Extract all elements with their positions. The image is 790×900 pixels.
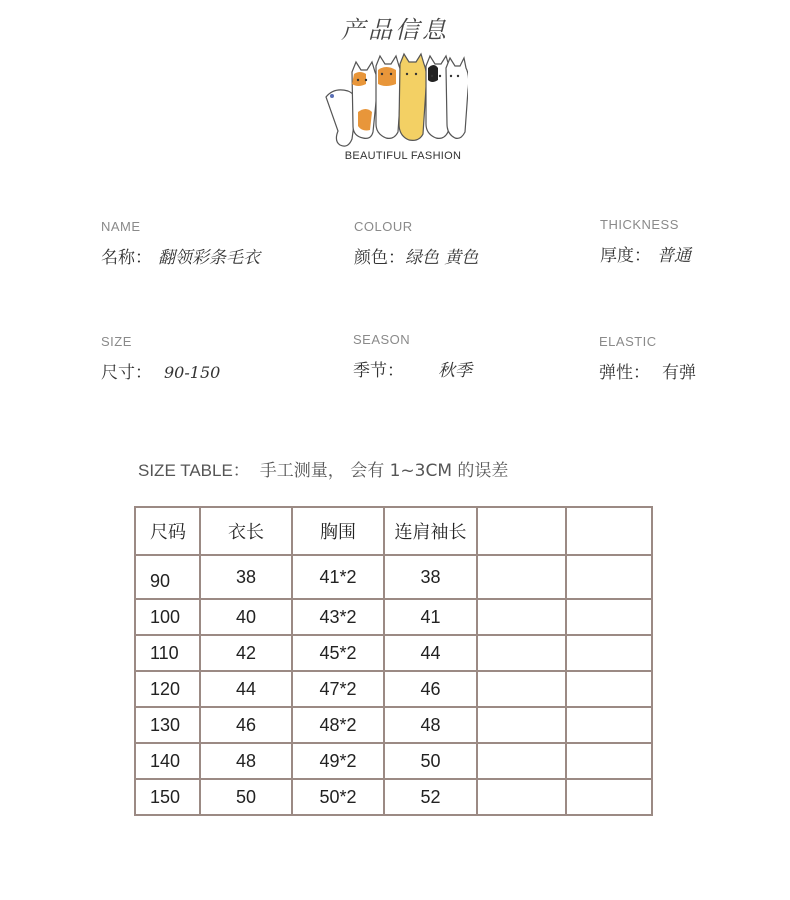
table-cell: [566, 779, 652, 815]
table-cell: [477, 779, 566, 815]
table-cell: 40: [200, 599, 292, 635]
table-cell: 38: [200, 555, 292, 599]
table-row: [135, 743, 652, 779]
info-label-en: THICKNESS: [600, 217, 679, 232]
table-cell: 150: [135, 779, 200, 815]
table-header-cell: 连肩袖长: [384, 507, 477, 555]
table-cell: [477, 671, 566, 707]
table-cell: 47*2: [292, 671, 384, 707]
table-cell: 44: [384, 635, 477, 671]
size-table-caption: [138, 456, 508, 481]
table-cell: 38: [384, 555, 477, 599]
info-label-zh: 厚度：: [600, 246, 651, 266]
table-cell: 44: [200, 671, 292, 707]
table-cell: 48: [384, 707, 477, 743]
info-label-en: SIZE: [101, 334, 132, 349]
table-header-cell: 尺码: [135, 507, 200, 555]
table-cell: [566, 707, 652, 743]
table-cell: 50*2: [292, 779, 384, 815]
info-elastic: [599, 334, 696, 383]
info-value: 有弹: [662, 363, 696, 383]
table-row: [135, 707, 652, 743]
table-row: [135, 779, 652, 815]
info-value: 翻领彩条毛衣: [158, 248, 260, 268]
table-cell: [566, 743, 652, 779]
table-row: [135, 671, 652, 707]
info-label-zh: 尺寸：: [101, 363, 152, 383]
size-table: [134, 506, 653, 816]
info-value: 90-150: [164, 363, 221, 382]
table-row: [135, 555, 652, 599]
table-cell: [566, 635, 652, 671]
table-cell: 140: [135, 743, 200, 779]
table-cell: [477, 743, 566, 779]
table-cell: 120: [135, 671, 200, 707]
info-label-en: NAME: [101, 219, 141, 234]
table-cell: 41: [384, 599, 477, 635]
info-thickness: [600, 217, 691, 266]
table-cell: 42: [200, 635, 292, 671]
size-caption-en: SIZE TABLE：: [138, 461, 250, 480]
info-value: 普通: [657, 246, 691, 266]
info-label-zh: 名称：: [101, 248, 152, 268]
info-label-zh: 弹性：: [599, 363, 650, 383]
table-header-cell: 衣长: [200, 507, 292, 555]
page-title: 产品信息: [341, 16, 449, 44]
table-header-cell: [566, 507, 652, 555]
table-cell: 110: [135, 635, 200, 671]
table-header-row: [135, 507, 652, 555]
table-cell: [477, 635, 566, 671]
table-cell: 100: [135, 599, 200, 635]
info-colour: [354, 219, 478, 268]
table-cell: 48: [200, 743, 292, 779]
table-cell: 45*2: [292, 635, 384, 671]
logo-text: BEAUTIFUL FASHION: [344, 150, 462, 162]
table-cell: 43*2: [292, 599, 384, 635]
table-cell: 130: [135, 707, 200, 743]
table-cell: 52: [384, 779, 477, 815]
table-row: [135, 599, 652, 635]
info-label-en: SEASON: [353, 332, 411, 347]
table-cell: [566, 599, 652, 635]
table-cell: 48*2: [292, 707, 384, 743]
table-cell: 50: [384, 743, 477, 779]
table-cell: 49*2: [292, 743, 384, 779]
info-name: [101, 219, 260, 268]
table-header-cell: 胸围: [292, 507, 384, 555]
table-row: [135, 635, 652, 671]
table-cell: 90: [135, 555, 200, 599]
info-label-zh: 颜色：: [354, 248, 405, 268]
table-cell: 41*2: [292, 555, 384, 599]
size-caption-zh: 手工测量， 会有 1~3CM 的误差: [259, 461, 509, 481]
info-label-en: ELASTIC: [599, 334, 657, 349]
table-cell: [566, 555, 652, 599]
info-size: [101, 334, 220, 383]
table-cell: 46: [384, 671, 477, 707]
table-cell: [477, 599, 566, 635]
table-cell: 50: [200, 779, 292, 815]
info-label-en: COLOUR: [354, 219, 413, 234]
table-cell: [477, 555, 566, 599]
info-label-zh: 季节：: [353, 361, 404, 381]
table-cell: [566, 671, 652, 707]
table-cell: 46: [200, 707, 292, 743]
info-value: 秋季: [438, 361, 472, 381]
info-season: [353, 332, 472, 381]
table-cell: [477, 707, 566, 743]
info-value: 绿色 黄色: [405, 248, 479, 268]
table-header-cell: [477, 507, 566, 555]
